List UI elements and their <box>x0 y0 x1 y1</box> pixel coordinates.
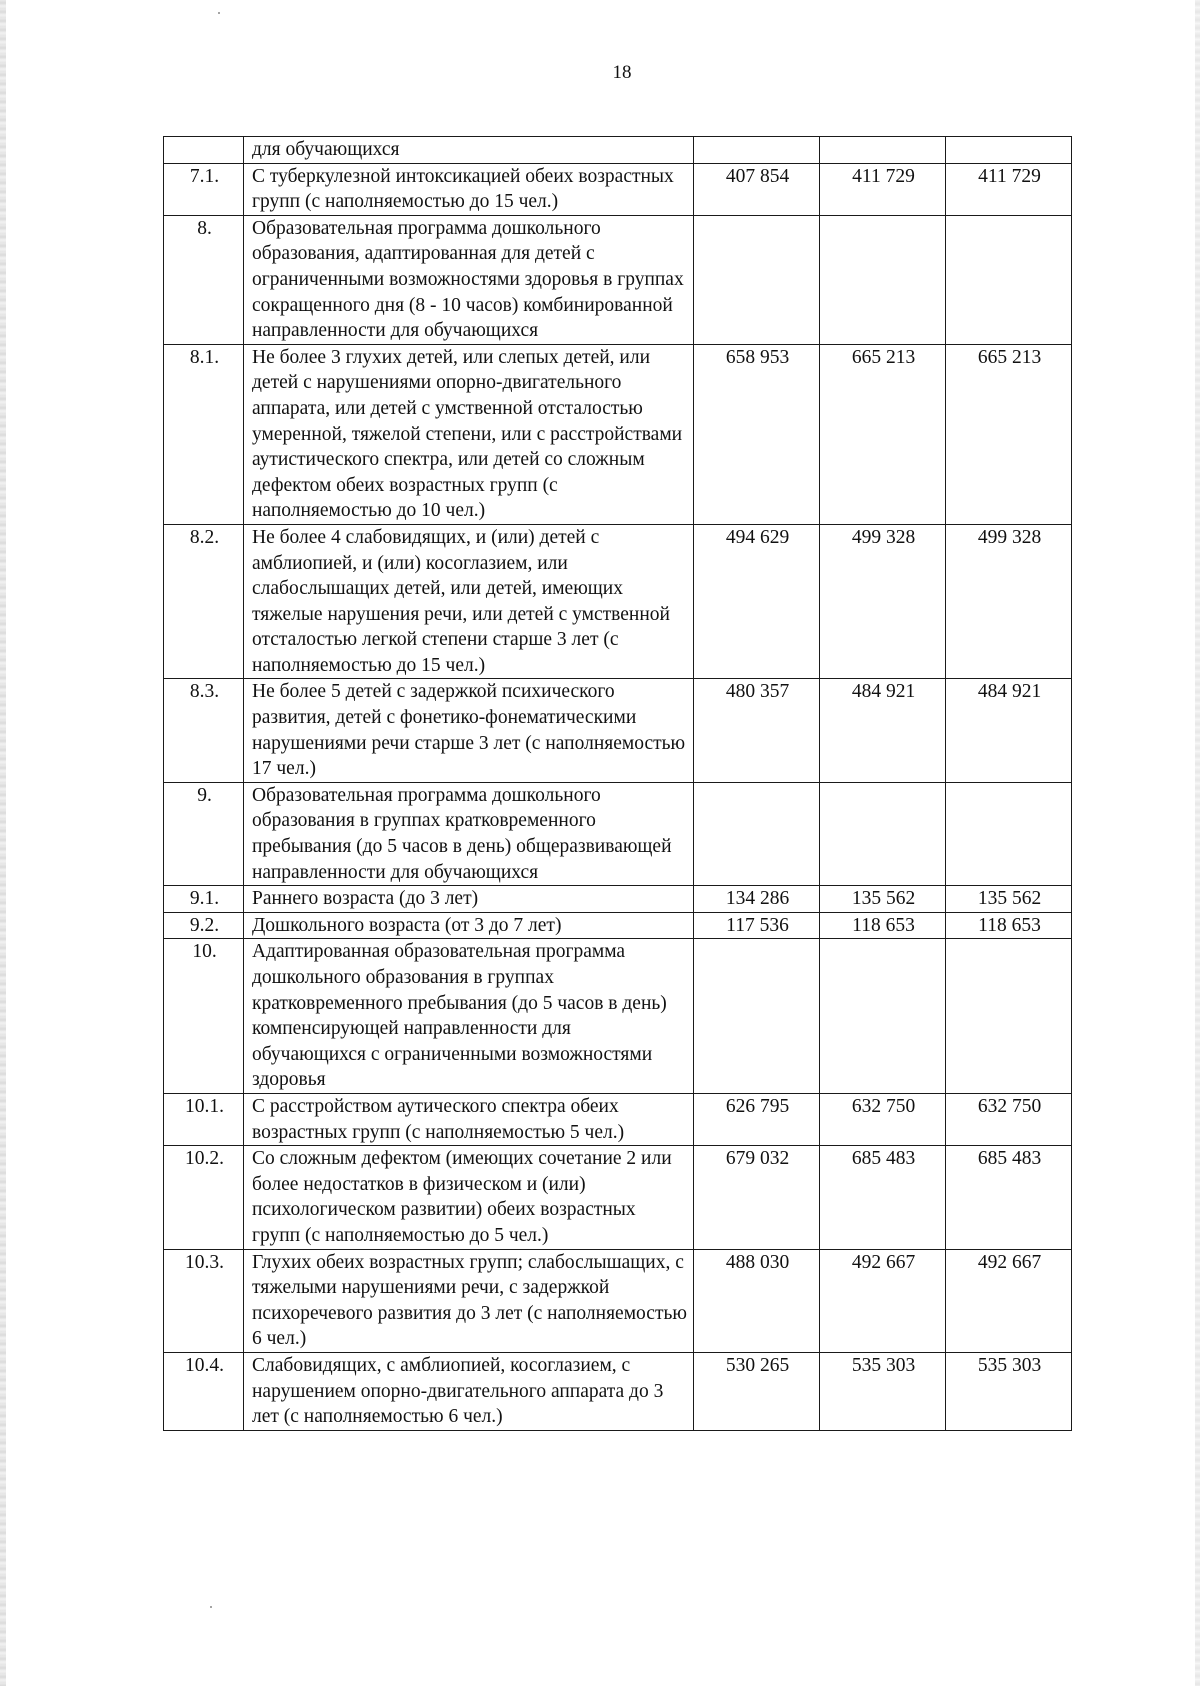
table-row <box>164 137 1072 164</box>
row-value-2: 411 729 <box>820 163 946 215</box>
row-number: 8.2. <box>164 524 244 679</box>
row-value-1: 488 030 <box>694 1249 820 1352</box>
row-description: Адаптированная образовательная программа дошкольного образования в группах кратковременного пребывания (до 5 часов в день) компенсирующей направленности для обучающихся с ограниченными возможностями здоровья <box>244 939 694 1094</box>
row-number: 10.2. <box>164 1146 244 1249</box>
row-number: 8.1. <box>164 344 244 524</box>
row-value-1: 530 265 <box>694 1352 820 1430</box>
row-value-1 <box>694 137 820 164</box>
table-row <box>164 939 1072 1094</box>
tariff-table <box>163 136 1072 1431</box>
row-value-3: 499 328 <box>946 524 1072 679</box>
row-value-3: 632 750 <box>946 1093 1072 1145</box>
tariff-table-container <box>163 136 1071 1431</box>
row-description: Дошкольного возраста (от 3 до 7 лет) <box>244 912 694 939</box>
table-row <box>164 782 1072 885</box>
scan-edge-left <box>0 0 6 1686</box>
row-value-1: 494 629 <box>694 524 820 679</box>
row-description: Со сложным дефектом (имеющих сочетание 2 или более недостатков в физическом и (или) психологическом развитии) обеих возрастных групп (с наполняемостью до 5 чел.) <box>244 1146 694 1249</box>
row-value-1 <box>694 939 820 1094</box>
row-value-2: 135 562 <box>820 886 946 913</box>
row-value-2: 499 328 <box>820 524 946 679</box>
table-row <box>164 344 1072 524</box>
row-description: Слабовидящих, с амблиопией, косоглазием, с нарушением опорно-двигательного аппарата до 3 лет (с наполняемостью 6 чел.) <box>244 1352 694 1430</box>
row-value-2: 492 667 <box>820 1249 946 1352</box>
row-description: Образовательная программа дошкольного образования в группах кратковременного пребывания (до 5 часов в день) общеразвивающей направленности для обучающихся <box>244 782 694 885</box>
tariff-table-body <box>164 137 1072 1431</box>
table-row <box>164 886 1072 913</box>
row-value-1: 134 286 <box>694 886 820 913</box>
row-value-2 <box>820 782 946 885</box>
scan-speck <box>218 12 220 14</box>
row-value-2: 484 921 <box>820 679 946 782</box>
row-value-2: 665 213 <box>820 344 946 524</box>
row-description: Раннего возраста (до 3 лет) <box>244 886 694 913</box>
row-value-3: 484 921 <box>946 679 1072 782</box>
row-value-3 <box>946 782 1072 885</box>
row-number: 10.1. <box>164 1093 244 1145</box>
table-row <box>164 679 1072 782</box>
row-value-2: 118 653 <box>820 912 946 939</box>
table-row <box>164 1352 1072 1430</box>
row-number: 8.3. <box>164 679 244 782</box>
row-number: 10.3. <box>164 1249 244 1352</box>
row-number: 8. <box>164 215 244 344</box>
row-value-3: 685 483 <box>946 1146 1072 1249</box>
row-value-2 <box>820 939 946 1094</box>
row-value-2: 632 750 <box>820 1093 946 1145</box>
row-number: 10.4. <box>164 1352 244 1430</box>
row-number: 7.1. <box>164 163 244 215</box>
row-value-3: 492 667 <box>946 1249 1072 1352</box>
table-row <box>164 1249 1072 1352</box>
row-value-2: 685 483 <box>820 1146 946 1249</box>
table-row <box>164 1093 1072 1145</box>
row-value-3 <box>946 215 1072 344</box>
row-description: для обучающихся <box>244 137 694 164</box>
scan-speck <box>210 1606 212 1608</box>
row-value-1: 117 536 <box>694 912 820 939</box>
table-row <box>164 215 1072 344</box>
page-number: 18 <box>612 62 632 83</box>
row-description: С туберкулезной интоксикацией обеих возрастных групп (с наполняемостью до 15 чел.) <box>244 163 694 215</box>
table-row <box>164 1146 1072 1249</box>
row-value-1: 480 357 <box>694 679 820 782</box>
row-value-1 <box>694 782 820 885</box>
row-value-1: 407 854 <box>694 163 820 215</box>
row-value-2 <box>820 137 946 164</box>
row-description: Глухих обеих возрастных групп; слабослышащих, с тяжелыми нарушениями речи, с задержкой психоречевого развития до 3 лет (с наполняемостью 6 чел.) <box>244 1249 694 1352</box>
row-value-3 <box>946 939 1072 1094</box>
row-number <box>164 137 244 164</box>
row-value-3: 135 562 <box>946 886 1072 913</box>
row-value-1: 658 953 <box>694 344 820 524</box>
row-value-1: 679 032 <box>694 1146 820 1249</box>
row-value-2 <box>820 215 946 344</box>
table-row <box>164 163 1072 215</box>
row-number: 9. <box>164 782 244 885</box>
row-description: С расстройством аутического спектра обеих возрастных групп (с наполняемостью 5 чел.) <box>244 1093 694 1145</box>
row-description: Не более 5 детей с задержкой психического развития, детей с фонетико-фонематическими нарушениями речи старше 3 лет (с наполняемостью 17 чел.) <box>244 679 694 782</box>
row-number: 10. <box>164 939 244 1094</box>
row-number: 9.1. <box>164 886 244 913</box>
row-value-3: 665 213 <box>946 344 1072 524</box>
row-value-1 <box>694 215 820 344</box>
row-description: Не более 4 слабовидящих, и (или) детей с амблиопией, и (или) косоглазием, или слабослышащих детей, или детей, имеющих тяжелые нарушения речи, или детей с умственной отсталостью легкой степени старше 3 лет (с наполняемостью до 15 чел.) <box>244 524 694 679</box>
row-description: Не более 3 глухих детей, или слепых детей, или детей с нарушениями опорно-двигательного аппарата, или детей с умственной отсталостью умеренной, тяжелой степени, или с расстройствами аутистического спектра, или детей со сложным дефектом обеих возрастных групп (с наполняемостью до 10 чел.) <box>244 344 694 524</box>
row-value-3: 118 653 <box>946 912 1072 939</box>
row-value-1: 626 795 <box>694 1093 820 1145</box>
table-row <box>164 524 1072 679</box>
row-value-2: 535 303 <box>820 1352 946 1430</box>
row-value-3: 411 729 <box>946 163 1072 215</box>
row-value-3: 535 303 <box>946 1352 1072 1430</box>
scan-edge-right <box>1195 0 1200 1686</box>
row-number: 9.2. <box>164 912 244 939</box>
row-value-3 <box>946 137 1072 164</box>
row-description: Образовательная программа дошкольного образования, адаптированная для детей с ограниченными возможностями здоровья в группах сокращенного дня (8 - 10 часов) комбинированной направленности для обучающихся <box>244 215 694 344</box>
table-row <box>164 912 1072 939</box>
